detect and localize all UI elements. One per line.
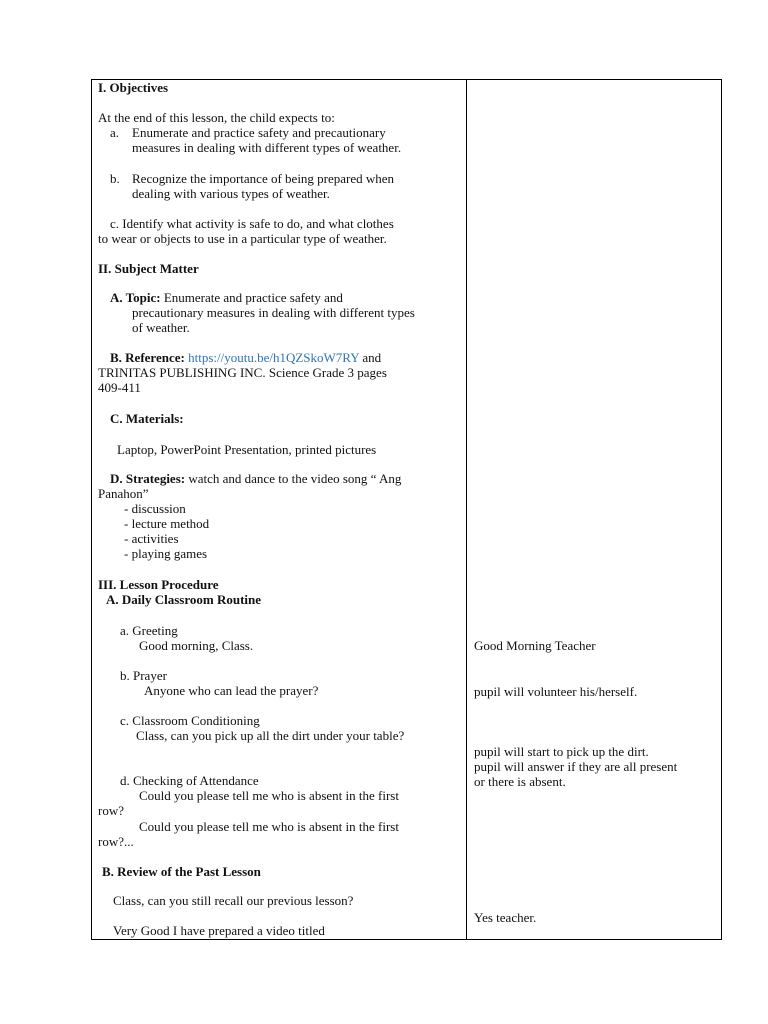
attendance-question-2-line1: Could you please tell me who is absent in the first [139, 819, 399, 834]
objective-b-line1: Recognize the importance of being prepared when [132, 171, 395, 186]
review-video-text: Very Good I have prepared a video titled [113, 923, 325, 938]
subject-matter-heading: II. Subject Matter [98, 261, 199, 276]
objective-c-line2: to wear or objects to use in a particular type of weather. [98, 231, 387, 246]
conditioning-response: pupil will start to pick up the dirt. [474, 744, 649, 759]
objective-b-line2: dealing with various types of weather. [132, 186, 330, 201]
strategy-item: - activities [124, 531, 179, 546]
strategy-item: - playing games [124, 546, 208, 561]
objectives-intro: At the end of this lesson, the child expects to: [98, 110, 335, 125]
conditioning-text: Class, can you pick up all the dirt under your table? [136, 728, 405, 743]
objective-a-marker: a. [110, 125, 120, 140]
attendance-question-1-line2: row? [98, 803, 124, 818]
lesson-procedure-heading: III. Lesson Procedure [98, 577, 219, 592]
prayer-text: Anyone who can lead the prayer? [144, 683, 319, 698]
materials-text: Laptop, PowerPoint Presentation, printed pictures [117, 442, 377, 457]
column-divider [466, 80, 467, 939]
lesson-plan-table [91, 79, 722, 940]
attendance-response-line1: pupil will answer if they are all present [474, 759, 678, 774]
prayer-label: b. Prayer [120, 668, 167, 683]
topic-line3: of weather. [132, 320, 190, 335]
topic-line1: A. Topic: Enumerate and practice safety and [110, 290, 343, 305]
review-response: Yes teacher. [474, 910, 537, 925]
materials-label: C. Materials: [110, 411, 184, 426]
strategies-line1: D. Strategies: watch and dance to the video song “ Ang [110, 471, 402, 486]
attendance-label: d. Checking of Attendance [120, 773, 259, 788]
objective-b-marker: b. [110, 171, 120, 186]
review-heading: B. Review of the Past Lesson [102, 864, 261, 879]
topic-line2: precautionary measures in dealing with different types [132, 305, 415, 320]
greeting-text: Good morning, Class. [139, 638, 254, 653]
reference-link[interactable]: https://youtu.be/h1QZSkoW7RY [188, 350, 360, 365]
objective-a-line1: Enumerate and practice safety and precautionary [132, 125, 386, 140]
objective-c-line1: c. Identify what activity is safe to do, and what clothes [110, 216, 394, 231]
greeting-label: a. Greeting [120, 623, 178, 638]
daily-routine-heading: A. Daily Classroom Routine [106, 592, 262, 607]
review-question: Class, can you still recall our previous lesson? [113, 893, 354, 908]
reference-line3: 409-411 [98, 380, 141, 395]
reference-line1: B. Reference: https://youtu.be/h1QZSkoW7RY and [110, 350, 382, 365]
strategy-item: - discussion [124, 501, 186, 516]
greeting-response: Good Morning Teacher [474, 638, 596, 653]
objective-a-line2: measures in dealing with different types of weather. [132, 140, 402, 155]
conditioning-label: c. Classroom Conditioning [120, 713, 260, 728]
attendance-question-2-line2: row?... [98, 834, 134, 849]
prayer-response: pupil will volunteer his/herself. [474, 684, 638, 699]
strategy-item: - lecture method [124, 516, 210, 531]
strategies-line2: Panahon” [98, 486, 149, 501]
reference-line2: TRINITAS PUBLISHING INC. Science Grade 3 pages [98, 365, 387, 380]
objectives-heading: I. Objectives [98, 80, 169, 95]
attendance-question-1-line1: Could you please tell me who is absent in the first [139, 788, 399, 803]
attendance-response-line2: or there is absent. [474, 774, 566, 789]
